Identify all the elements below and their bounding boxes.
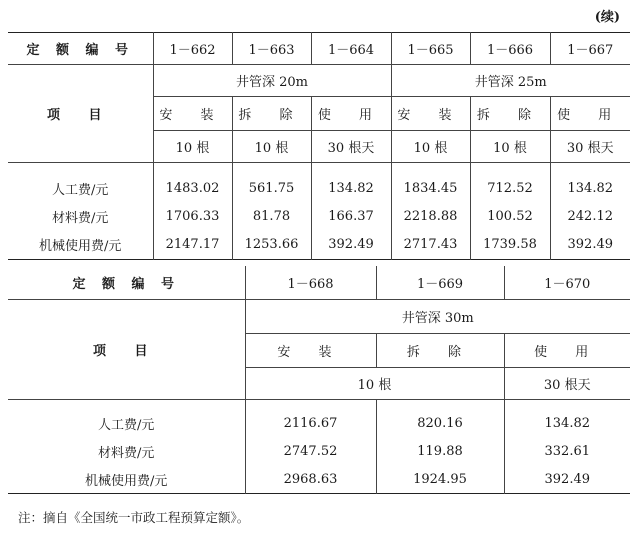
- value-cell: 1739.58: [470, 231, 550, 260]
- group-row: [8, 65, 630, 97]
- value-cell: 332.61: [504, 437, 630, 465]
- value-cell: 242.12: [550, 203, 630, 231]
- op-cell: 拆 除: [376, 333, 504, 367]
- unit-cell: 10 根: [470, 131, 550, 163]
- value-cell: 2218.88: [391, 203, 470, 231]
- unit-cell: 10 根: [391, 131, 470, 163]
- value-cell: 1483.02: [153, 175, 232, 203]
- value-cell: 2116.67: [245, 409, 376, 437]
- data-row: [8, 231, 630, 260]
- row-label: 机械使用费/元: [85, 473, 168, 489]
- code-cell: 1－668: [245, 266, 376, 299]
- op-cell: 拆 除: [232, 97, 311, 131]
- row-label: 人工费/元: [52, 183, 109, 198]
- value-cell: 134.82: [504, 409, 630, 437]
- value-cell: 2717.43: [391, 231, 470, 260]
- value-cell: 134.82: [311, 175, 391, 203]
- row-label: 材料费/元: [98, 445, 155, 461]
- code-cell: 1－666: [470, 33, 550, 65]
- value-cell: 100.52: [470, 203, 550, 231]
- op-cell: 使 用: [504, 333, 630, 367]
- group-header: 井管深 20m: [153, 65, 391, 97]
- code-cell: 1－670: [504, 266, 630, 299]
- op-cell: 拆 除: [470, 97, 550, 131]
- unit-cell: 10 根: [245, 367, 504, 399]
- op-cell: 安 装: [391, 97, 470, 131]
- code-cell: 1－669: [376, 266, 504, 299]
- code-label: 定 额 编 号: [8, 266, 245, 299]
- row-label: 材料费/元: [52, 211, 109, 226]
- quota-table-2: [8, 266, 630, 494]
- quota-table-1: [8, 32, 630, 260]
- group-header: 井管深 30m: [245, 299, 630, 333]
- data-row: [8, 175, 630, 203]
- row-label: 人工费/元: [98, 417, 155, 433]
- code-cell: 1－662: [153, 33, 232, 65]
- data-row: [8, 465, 630, 494]
- value-cell: 1706.33: [153, 203, 232, 231]
- value-cell: 1924.95: [376, 465, 504, 494]
- op-cell: 安 装: [153, 97, 232, 131]
- code-row: [8, 266, 630, 299]
- unit-cell: 10 根: [232, 131, 311, 163]
- item-label: 项 目: [8, 65, 153, 163]
- code-cell: 1－663: [232, 33, 311, 65]
- code-cell: 1－664: [311, 33, 391, 65]
- value-cell: 1253.66: [232, 231, 311, 260]
- group-row: [8, 299, 630, 333]
- value-cell: 712.52: [470, 175, 550, 203]
- value-cell: 820.16: [376, 409, 504, 437]
- op-cell: 使 用: [311, 97, 391, 131]
- unit-cell: 30 根天: [550, 131, 630, 163]
- code-cell: 1－665: [391, 33, 470, 65]
- unit-cell: 30 根天: [504, 367, 630, 399]
- value-cell: 134.82: [550, 175, 630, 203]
- row-label: 机械使用费/元: [39, 239, 122, 254]
- unit-cell: 30 根天: [311, 131, 391, 163]
- unit-cell: 10 根: [153, 131, 232, 163]
- code-cell: 1－667: [550, 33, 630, 65]
- data-row: [8, 437, 630, 465]
- code-row: [8, 33, 630, 65]
- value-cell: 119.88: [376, 437, 504, 465]
- source-note: 注：摘自《全国统一市政工程预算定额》。: [18, 510, 250, 525]
- value-cell: 2968.63: [245, 465, 376, 494]
- group-header: 井管深 25m: [391, 65, 630, 97]
- data-row: [8, 203, 630, 231]
- code-label: 定 额 编 号: [8, 33, 153, 65]
- value-cell: 166.37: [311, 203, 391, 231]
- value-cell: 561.75: [232, 175, 311, 203]
- op-cell: 使 用: [550, 97, 630, 131]
- value-cell: 81.78: [232, 203, 311, 231]
- value-cell: 392.49: [311, 231, 391, 260]
- value-cell: 1834.45: [391, 175, 470, 203]
- value-cell: 392.49: [504, 465, 630, 494]
- value-cell: 392.49: [550, 231, 630, 260]
- value-cell: 2147.17: [153, 231, 232, 260]
- op-cell: 安 装: [245, 333, 376, 367]
- item-label: 项 目: [8, 299, 245, 399]
- value-cell: 2747.52: [245, 437, 376, 465]
- continued-mark: (续): [594, 10, 620, 25]
- data-row: [8, 409, 630, 437]
